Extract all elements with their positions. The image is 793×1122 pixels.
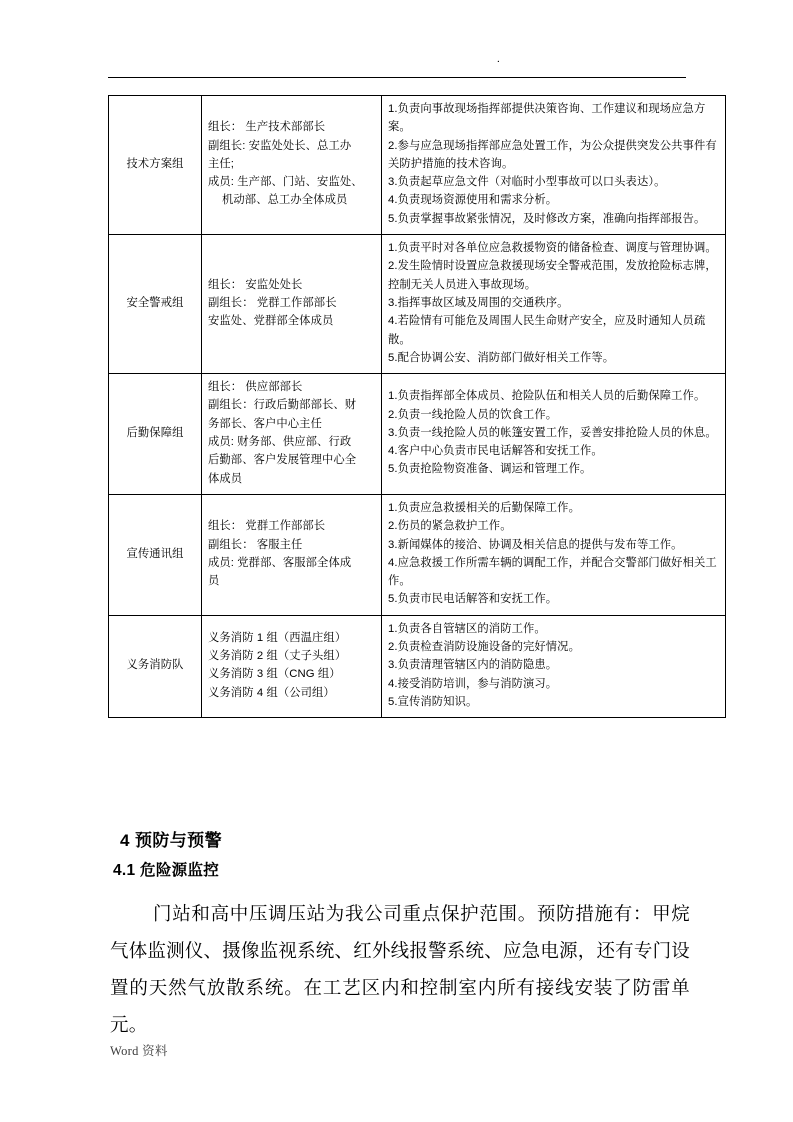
duty-line: 5.负责掌握事故紧张情况，及时修改方案，准确向指挥部报告。 xyxy=(388,212,706,225)
table-row xyxy=(109,494,726,615)
table-row xyxy=(109,615,726,717)
header-dot: . xyxy=(497,53,500,65)
table-row xyxy=(109,96,726,235)
member-line: 组长： 供应部部长 xyxy=(208,381,303,394)
member-line: 副组长：行政后勤部部长、财 xyxy=(208,399,357,412)
duty-line: 3.负责起草应急文件（对临时小型事故可以口头表达）。 xyxy=(388,176,666,189)
duty-line: 1.负责向事故现场指挥部提供决策咨询、工作建议和现场应急方案。 xyxy=(388,103,706,134)
member-line: 安监处、党群部全体成员 xyxy=(208,315,334,328)
duty-line: 2.发生险情时设置应急救援现场安全警戒范围，发放抢险标志牌，控制无关人员进入事故现场。 xyxy=(388,260,717,291)
member-line: 义务消防 2 组（丈子头组） xyxy=(208,650,347,663)
duty-line: 2.伤员的紧急救护工作。 xyxy=(388,520,512,533)
duty-line: 2.参与应急现场指挥部应急处置工作，为公众提供突发公共事件有关防护措施的技术咨询。 xyxy=(388,139,717,170)
member-line: 机动部、总工办全体成员 xyxy=(222,194,348,207)
group-duties-cell xyxy=(382,96,726,235)
member-line: 组长： 党群工作部部长 xyxy=(208,520,326,533)
duty-line: 5.负责市民电话解答和安抚工作。 xyxy=(388,593,558,606)
duty-line: 3.负责一线抢险人员的帐篷安置工作，妥善安排抢险人员的休息。 xyxy=(388,426,717,439)
table-body xyxy=(109,96,726,718)
duty-line: 4.若险情有可能危及周围人民生命财产安全，应及时通知人员疏散。 xyxy=(388,315,706,346)
group-duties-cell xyxy=(382,374,726,495)
group-name-cell: 义务消防队 xyxy=(109,615,202,717)
group-members-cell xyxy=(202,615,382,717)
member-line: 组长： 安监处处长 xyxy=(208,278,303,291)
duty-line: 3.新闻媒体的接洽、协调及相关信息的提供与发布等工作。 xyxy=(388,538,683,551)
group-duties-cell xyxy=(382,615,726,717)
table-row xyxy=(109,374,726,495)
member-line: 副组长： 客服主任 xyxy=(208,538,303,551)
member-line: 成员: 生产部、门站、安监处、 xyxy=(208,176,363,189)
group-duties-cell xyxy=(382,494,726,615)
member-line: 副组长： 党群工作部部长 xyxy=(208,296,337,309)
page-header xyxy=(108,52,686,78)
duty-line: 5.配合协调公安、消防部门做好相关工作等。 xyxy=(388,351,615,364)
duty-line: 1.负责平时对各单位应急救援物资的储备检查、调度与管理协调。 xyxy=(388,242,717,255)
member-line: 义务消防 1 组（西温庄组） xyxy=(208,631,347,644)
group-name-cell: 宣传通讯组 xyxy=(109,494,202,615)
member-line: 组长： 生产技术部部长 xyxy=(208,121,326,134)
page-footer: Word 资料 xyxy=(110,1044,168,1058)
group-members-cell xyxy=(202,374,382,495)
duty-line: 4.客户中心负责市民电话解答和安抚工作。 xyxy=(388,445,603,458)
duty-line: 1.负责指挥部全体成员、抢险队伍和相关人员的后勤保障工作。 xyxy=(388,390,706,403)
member-line: 员 xyxy=(208,575,220,588)
member-line: 成员: 财务部、供应部、行政 xyxy=(208,436,352,449)
duty-line: 4.接受消防培训，参与消防演习。 xyxy=(388,677,558,690)
duty-line: 1.负责各自管辖区的消防工作。 xyxy=(388,622,546,635)
group-name-cell: 技术方案组 xyxy=(109,96,202,235)
duty-line: 4.应急救援工作所需车辆的调配工作，并配合交警部门做好相关工作。 xyxy=(388,556,717,588)
duty-line: 1.负责应急救援相关的后勤保障工作。 xyxy=(388,501,580,514)
duty-line: 5.负责抢险物资准备、调运和管理工作。 xyxy=(388,463,592,476)
member-line: 成员: 党群部、客服部全体成 xyxy=(208,556,352,569)
member-line: 义务消防 4 组（公司组） xyxy=(208,686,335,699)
duty-line: 4.负责现场资源使用和需求分析。 xyxy=(388,194,558,207)
duty-line: 2.负责一线抢险人员的饮食工作。 xyxy=(388,408,558,421)
body-paragraph: 门站和高中压调压站为我公司重点保护范围。预防措施有：甲烷气体监测仪、摄像监视系统、红外线报警系统、应急电源，还有专门设置的天然气放散系统。在工艺区内和控制室内所有接线安装了防雷单元。 xyxy=(110,903,690,1035)
duty-line: 2.负责检查消防设施设备的完好情况。 xyxy=(388,641,580,654)
member-line: 务部长、客户中心主任 xyxy=(208,417,322,430)
section-heading-level2: 4.1 危险源监控 xyxy=(113,862,220,879)
member-line: 主任; xyxy=(208,157,235,170)
section-heading-level1: 4 预防与预警 xyxy=(120,831,222,850)
group-name-cell: 后勤保障组 xyxy=(109,374,202,495)
group-members-cell xyxy=(202,96,382,235)
member-line: 体成员 xyxy=(208,472,243,485)
member-line: 义务消防 3 组（CNG 组） xyxy=(208,668,341,681)
header-divider xyxy=(108,77,686,78)
duty-line: 3.负责清理管辖区内的消防隐患。 xyxy=(388,659,558,672)
group-members-cell xyxy=(202,494,382,615)
member-line: 副组长: 安监处处长、总工办 xyxy=(208,139,352,152)
member-line: 后勤部、客户发展管理中心全 xyxy=(208,454,357,467)
table-row xyxy=(109,235,726,374)
group-duties-cell xyxy=(382,235,726,374)
emergency-org-table xyxy=(108,95,726,718)
duty-line: 3.指挥事故区域及周围的交通秩序。 xyxy=(388,296,569,309)
duty-line: 5.宣传消防知识。 xyxy=(388,695,478,708)
group-members-cell xyxy=(202,235,382,374)
group-name-cell: 安全警戒组 xyxy=(109,235,202,374)
